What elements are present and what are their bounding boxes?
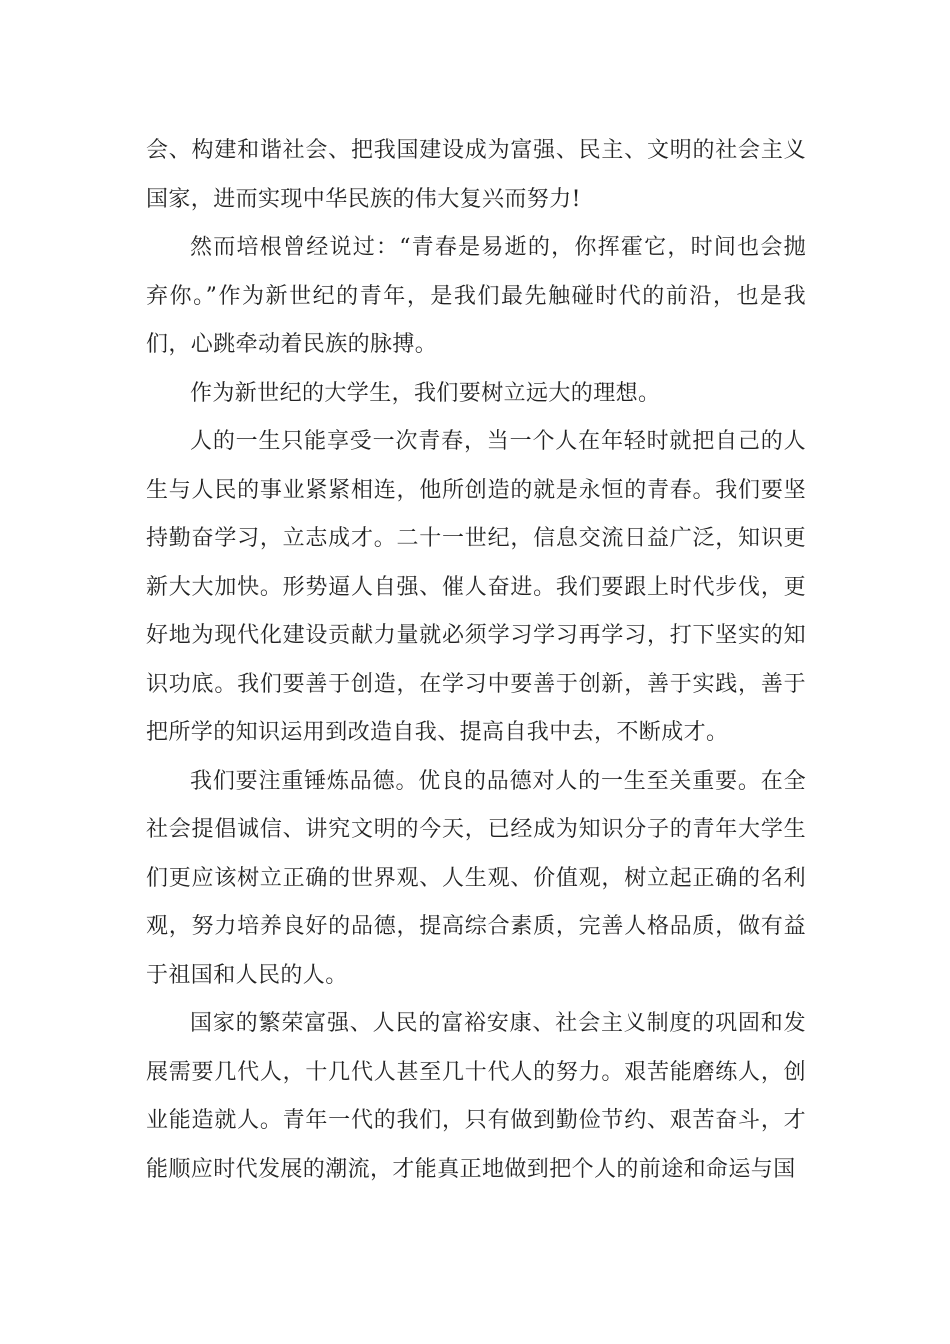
paragraph-bacon-quote: 然而培根曾经说过：“青春是易逝的，你挥霍它，时间也会抛弃你。”作为新世纪的青年，是我们最先触碰时代的前沿，也是我们，心跳牵动着民族的脉搏。 <box>146 235 806 357</box>
paragraph-study: 人的一生只能享受一次青春，当一个人在年轻时就把自己的人生与人民的事业紧紧相连，他所创造的就是永恒的青春。我们要坚持勤奋学习，立志成才。二十一世纪，信息交流日益广泛，知识更新大大加快。形势逼人自强、催人奋进。我们要跟上时代步伐，更好地为现代化建设贡献力量就必须学习学习再学习，打下坚实的知识功底。我们要善于创造，在学习中要善于创新，善于实践，善于把所学的知识运用到改造自我、提高自我中去，不断成才。 <box>146 429 806 745</box>
paragraph-continuation: 会、构建和谐社会、把我国建设成为富强、民主、文明的社会主义国家，进而实现中华民族的伟大复兴而努力! <box>146 138 806 212</box>
paragraph-hard-work: 国家的繁荣富强、人民的富裕安康、社会主义制度的巩固和发展需要几代人，十几代人甚至几十代人的努力。艰苦能磨练人，创业能造就人。青年一代的我们，只有做到勤俭节约、艰苦奋斗，才能顺应时代发展的潮流，才能真正地做到把个人的前途和命运与国 <box>146 1011 806 1182</box>
paragraph-ideals: 作为新世纪的大学生，我们要树立远大的理想。 <box>190 380 661 406</box>
paragraph-morality: 我们要注重锤炼品德。优良的品德对人的一生至关重要。在全社会提倡诚信、讲究文明的今天，已经成为知识分子的青年大学生们更应该树立正确的世界观、人生观、价值观，树立起正确的名利观，努力培养良好的品德，提高综合素质，完善人格品质，做有益于祖国和人民的人。 <box>146 768 806 988</box>
document-body <box>146 127 806 1194</box>
